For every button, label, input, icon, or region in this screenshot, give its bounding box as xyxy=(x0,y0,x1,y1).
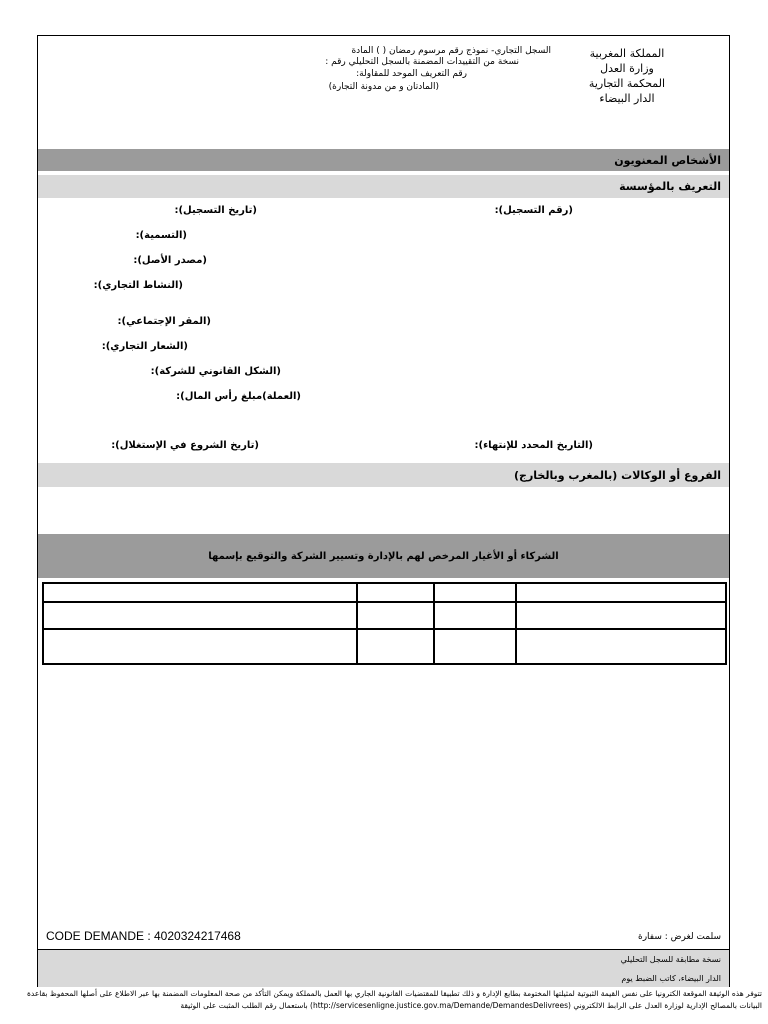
city-name: الدار البيضاء xyxy=(599,92,655,105)
ministry-name: وزارة العدل xyxy=(600,62,654,75)
field-trade-sign: (الشعار التجاري): xyxy=(101,341,188,352)
section-partners-title: الشركاء أو الأغيار المرخص لهم بالإدارة وتسيير الشركة والتوقيع بإسمها xyxy=(208,550,559,562)
issued-for: سلمت لغرض : سفارة xyxy=(637,932,721,942)
table-cell xyxy=(516,602,726,629)
field-origin: (مصدر الأصل): xyxy=(133,255,207,266)
table-cell xyxy=(357,602,434,629)
register-reference-line4: (المادتان و من مدونة التجارة) xyxy=(328,82,439,92)
kingdom-name: المملكة المغربية xyxy=(589,47,665,60)
field-legal-form: (الشكل القانوني للشركة): xyxy=(150,366,281,377)
section-identification xyxy=(38,175,729,198)
document-frame xyxy=(37,35,730,987)
field-name: (التسمية): xyxy=(135,230,187,241)
table-row xyxy=(43,629,726,664)
table-row xyxy=(43,602,726,629)
court-name: المحكمة التجارية xyxy=(588,77,666,90)
code-demande: CODE DEMANDE : 4020324217468 xyxy=(46,929,241,943)
table-cell xyxy=(434,629,516,664)
table-cell xyxy=(43,602,357,629)
table-cell xyxy=(516,583,726,602)
table-cell xyxy=(43,629,357,664)
section-identification-title: التعريف بالمؤسسة xyxy=(619,180,721,193)
table-cell xyxy=(516,629,726,664)
field-start-date: (تاريخ الشروع في الإستغلال): xyxy=(111,440,259,451)
register-reference-line3: رقم التعريف الموحد للمقاولة: xyxy=(356,69,467,79)
partners-table xyxy=(42,582,727,665)
section-partners xyxy=(38,534,729,578)
section-legal-persons-title: الأشخاص المعنويون xyxy=(614,153,721,167)
certified-copy-text: نسخة مطابقة للسجل التحليلي xyxy=(620,955,721,964)
field-activity: (النشاط التجاري): xyxy=(93,280,183,291)
section-branches xyxy=(38,463,729,487)
table-cell xyxy=(357,629,434,664)
table-header-row xyxy=(43,583,726,602)
field-reg-number: (رقم التسجيل): xyxy=(494,205,573,216)
register-reference-line2: نسخة من التقييدات المضمنة بالسجل التحليلي رقم : xyxy=(325,57,519,67)
table-cell xyxy=(43,583,357,602)
field-head-office: (المقر الإجتماعي): xyxy=(117,316,211,327)
table-cell xyxy=(434,602,516,629)
clerk-signature-text: الدار البيضاء، كاتب الضبط يوم xyxy=(621,974,721,983)
field-capital: (العملة)مبلغ رأس المال): xyxy=(176,391,301,402)
register-reference-line1: السجل التجاري- نموذج رقم مرسوم رمضان ( ) المادة xyxy=(351,46,551,56)
certification-box xyxy=(38,949,729,987)
section-branches-title: الفروع أو الوكالات (بالمغرب وبالخارج) xyxy=(514,468,721,482)
field-reg-date: (تاريخ التسجيل): xyxy=(174,205,257,216)
legal-footer: تتوفر هذه الوثيقة الموقعة الكترونيا على نفس القيمة الثبوتية لمثيلتها المختومة بطابع الإدارة و ذلك تطبيقا للمقتضيات القانونية الجاري بها العمل بالمملكة ويمكن التأكد من صحة المعلومات المضمنة بها عبر الاطلاع على أصلها المحفوظ بقاعدة البيانات بالمصالح الإدارية لوزارة العدل على الرابط الالكتروني (http://servicesenligne.justice.gov.ma/Demande/DemandesDelivrees) باستعمال رقم الطلب المثبت على الوثيقة xyxy=(26,989,762,1010)
table-cell xyxy=(357,583,434,602)
field-end-date: (التاريخ المحدد للإنتهاء): xyxy=(474,440,593,451)
section-legal-persons xyxy=(38,149,729,171)
issuer-block xyxy=(557,46,697,106)
table-cell xyxy=(434,583,516,602)
